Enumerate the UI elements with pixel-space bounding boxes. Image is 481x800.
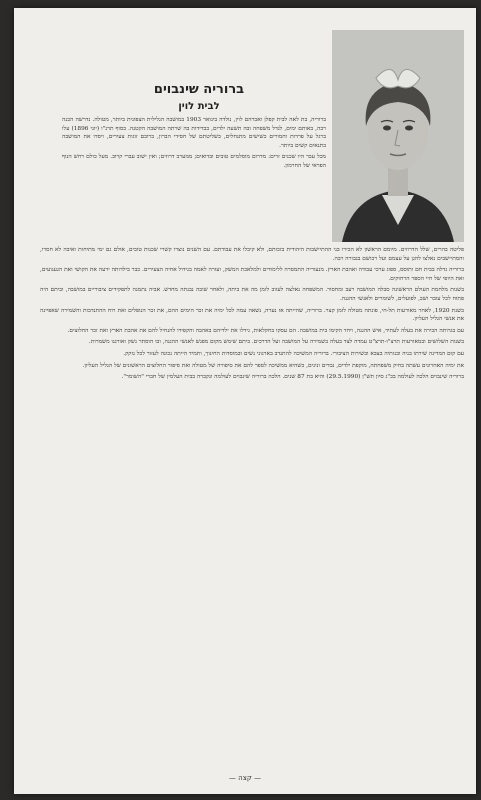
intro-paragraph: ברוריה, בת לאה לבית קפלן ואברהם לוין, נולדה בינואר 1903 במושבה הגלילית הצפונית ביותר, מטולה. נדרשה הכנה רבה, באותם ימים, לגדל משפחה ובה תשעה ילדים, בבדידות בה שרתה המושבה הקטנה. בסוף תרנ"ו (יוני 1896) עלו ברגל על פרדות וחמורים כשישים מתנחלים, בשליטתם של חסידי הברון, ברובם זוגות צעירים, ויסדו את המושבה בתנאים קשים ביותר. [62, 117, 326, 149]
intro-text [62, 116, 326, 240]
body-paragraph: בשנת 1920, לאחר מאורעות תל-חי, פונתה מטולה לזמן קצר. ברוריה, שהייתה אז נערה, נשאה עמה לכל ימיה את זכר הימים ההם, את זכר הנופלים ואת רוח ההתנדבות והשמירה שאפיינה את אנשי הגליל העליון. [40, 307, 464, 323]
body-paragraph: פליטה בהרים, שלל הדרוזים. מיומם הראשון לא הכירו בני ההתיישבות היהודית בזכותם, ולא קיבלו את עבודתם. עם השנים נוצרו קשרי שכנות טובים, אולם גם ימי מתיחות ואיבה לא חסרו, והמתיישבים נאלצו להגן על עצמם ועל רכושם בגבורה רבה. [40, 247, 464, 262]
article-title: ברוריה שינבוים [153, 82, 245, 97]
body-text [40, 246, 464, 762]
body-paragraph: ברוריה גדלה בבית חם ותוסס, ספוג ערכי עבודה ואהבת הארץ. מנעוריה התמסרה ללימודים ולמלאכת המשק, ועזרה לאמה בגידול אחיה הצעירים. כבר בילדותה ידעה את הקושי ואת הגעגועים, ואת היופי של חיי הספר הרחוקים. [40, 267, 464, 282]
intro-paragraph: מכל עבר היו שכנים זרים: מדרום מוסלמים טובים ובדואים; ממערב דרוזים; ואין ישוב עברי קרוב. מעל כולם רחש הנוף הפראי של החרמון. [62, 154, 326, 169]
page-number: — קצה — [228, 774, 262, 782]
body-paragraph: את ימיה האחרונים עשתה בחיק משפחתה, מוקפת ילדים, נכדים ונינים, כשהיא ממשיכה לספר להם את סיפורה של מטולה ואת סיפור החלוצים הראשונים של הגליל העליון. [82, 362, 464, 369]
portrait-photo [332, 30, 464, 242]
body-paragraph: עם בגרותה הכירה את בעלה לעתיד, איש ההגנה, ויחד הקימו בית במושבה. הם עסקו בחקלאות, גידלו את ילדיהם באהבה והקפידו להנחיל להם את אהבת הארץ ואת זכר החלוצים. [67, 327, 464, 334]
book-page [14, 8, 476, 794]
body-paragraph: ברוריה שינבוים הלכה לעולמה בכ"ג סיון תש"ן (29.5.1990) והיא בת 87 שנים. הלכה ברוריה שינבוים לעולמה ונקברה בבית העלמין של חברי "השומר". [121, 374, 464, 381]
body-paragraph: בשנות מלחמת העולם הראשונה סבלה המושבה רעב ומחסור. המשפחה נאלצה לעזוב לזמן מה את ביתה, ולאחר שובה נבנתה מחדש. אביה נתמנה לתפקידים ציבוריים במושבה, וביתם היה פתוח לכל עובר ושב, לפועלים, לשומרים ולאנשי ההגנה. [40, 287, 464, 302]
body-paragraph: בשנות השלושים ובמאורעות תרצ"ו-תרצ"ט עמדה לצד בעלה בשמירה על המושבה ועל הדרכים. ביתם שימש מקום מפגש לאנשי ההגנה, ובו הוסתר נשק ואורגנו משמרות. [88, 339, 464, 346]
body-paragraph: עם קום המדינה שירתו בניה ובנותיה בצבא ובשירות הציבורי. ברוריה המשיכה להתנדב בארגוני נשים ובמוסדות החינוך, ותמיד הייתה נכונה לעזור לכל נזקק. [123, 350, 464, 357]
article-heading [74, 82, 324, 112]
article-subtitle: לבית לוין [178, 101, 220, 112]
